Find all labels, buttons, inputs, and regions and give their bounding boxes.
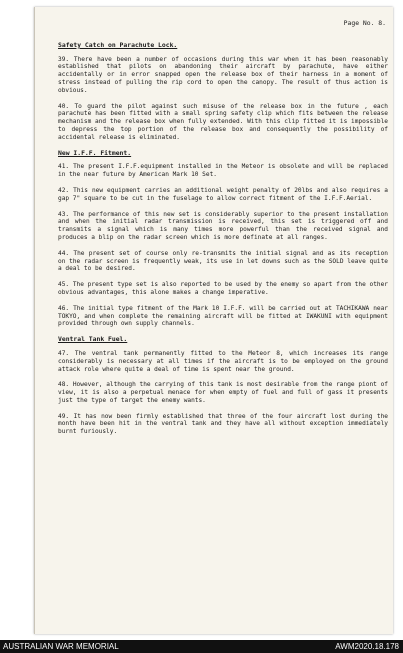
paragraph-46: 46. The initial type fitment of the Mark 10 I.F.F. will be carried out at TACHIKAWA near TOKYO, and when complete the remaining aircraft will be fitted at IWAKUNI with equipment provided through own supply channels.	[58, 304, 388, 328]
paragraph-45: 45. The present type set is also reported to be used by the enemy so apart from the other obvious advantages, this alone makes a change imperative.	[58, 281, 388, 296]
footer-institution: AUSTRALIAN WAR MEMORIAL	[3, 642, 119, 651]
section-iff	[58, 150, 388, 329]
archive-footer	[0, 640, 403, 653]
paragraph-43: 43. The performance of this new set is considerably superior to the present installation and when the initial radar transmission is received, this set is triggered off and transmits a signal which is many times more powerful than the received signal and produces a blip on the radar screen which is more definate at all ranges.	[58, 210, 388, 241]
paragraph-39: 39. There have been a number of occasions during this war when it has been reasonably established that pilots on abandoning their aircraft by parachute, have either accidentally or in error snapped open the release box of their harness in a moment of stress instead of pulling the rip cord to open the canopy. The result of thus action is obvious.	[58, 55, 388, 94]
footer-accession-number: AWM2020.18.178	[335, 642, 399, 651]
paragraph-41: 41. The present I.F.F.equipment installed in the Meteor is obsolete and will be replaced in the near future by American Mark 10 Set.	[58, 163, 388, 179]
document-text	[58, 20, 388, 444]
section-parachute	[58, 42, 388, 142]
page-number: Page No. 8.	[343, 19, 386, 27]
section-heading: Ventral Tank Fuel.	[58, 335, 128, 344]
paragraph-42: 42. This new equipment carries an additional weight penalty of 20lbs and also requires a gap 7" square to be cut in the fuselage to allow correct fitment of the I.F.F.Aerial.	[58, 186, 388, 202]
section-heading: Safety Catch on Parachute Lock.	[58, 40, 178, 49]
section-ventral-tank	[58, 336, 388, 436]
paragraph-47: 47. The ventral tank permanently fitted to the Meteor 8, which increases its range considerably is necessary at all times if the aircraft is to be employed on the ground attack role where quite a deal of time is spent near the ground.	[58, 349, 388, 373]
paragraph-48: 48. However, although the carrying of this tank is most desirable from the range piont of view, it is also a perpetual menace for when empty of fuel and full of gass it presents just the type of target the enemy wants.	[58, 381, 388, 404]
paragraph-40: 40. To guard the pilot against such misuse of the release box in the future , each parachute has been fitted with a small spring safety clip which fits between the release mechanism and the release box when fully extended. With this clip fitted it is impossible to depress the top portion of the release box and consequently the possibility of accidental release is eliminated.	[58, 102, 388, 141]
paragraph-44: 44. The present set of course only re-transmits the initial signal and as its reception on the radar screen is frequently weak, its use in let downs such as the SOLD leave quite a deal to be desired.	[58, 249, 388, 273]
paragraph-49: 49. It has now been firmly established that three of the four aircraft lost during the month have been hit in the ventral tank and they have all without exception immediately burnt furiously.	[58, 412, 388, 436]
section-heading: New I.F.F. Fitment.	[58, 148, 132, 157]
